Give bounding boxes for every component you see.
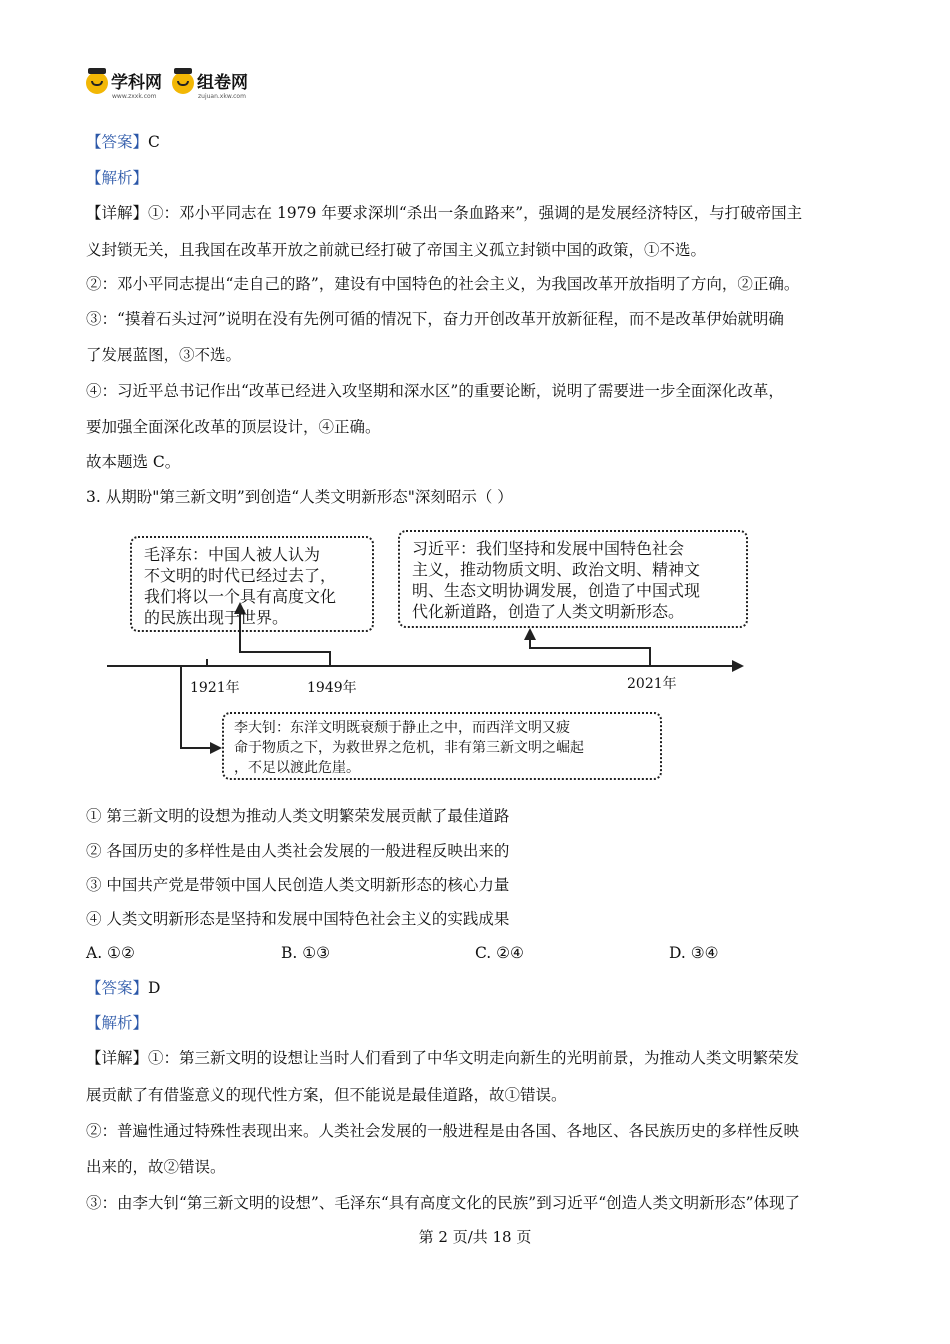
q2-detail-line-5: 了发展蓝图，③不选。 [86, 346, 242, 364]
statement-1: ① 第三新文明的设想为推动人类文明繁荣发展贡献了最佳道路 [86, 807, 510, 825]
year-1921: 1921年 [190, 680, 240, 696]
logo-sub-1: www.zxxk.com [112, 93, 157, 100]
mao-line: 不文明的时代已经过去了， [144, 566, 337, 585]
arrow-up-xi [524, 628, 536, 640]
mao-line: 我们将以一个具有高度文化 [144, 587, 337, 606]
q2-detail-line-7: 要加强全面深化改革的顶层设计，④正确。 [86, 418, 381, 436]
option-d: D. ③④ [669, 944, 719, 962]
logo-text-2: 组卷网 [197, 72, 248, 93]
timeline-arrowhead [732, 660, 744, 672]
year-2021: 2021年 [627, 676, 677, 692]
q2-detail-line-3: ②：邓小平同志提出“走自己的路”，建设有中国特色的社会主义，为我国改革开放指明了方向，②正确。 [86, 275, 800, 293]
xi-quote-box [398, 530, 748, 628]
page-number: 第 2 页/共 18 页 [418, 1228, 532, 1246]
q3-answer [86, 978, 160, 998]
xi-line: 明、生态文明协调发展，创造了中国式现 [412, 581, 701, 600]
li-line: ，不足以渡此危崖。 [234, 760, 360, 776]
analysis-tag: 【解析】 [86, 169, 149, 187]
mao-quote-box [130, 536, 374, 632]
q3-detail-line-5: ③：由李大钊“第三新文明的设想”、毛泽东“具有高度文化的民族”到习近平“创造人类文明新形态”体现了 [86, 1194, 801, 1212]
q2-detail-line-6: ④：习近平总书记作出“改革已经进入攻坚期和深水区”的重要论断，说明了需要进一步全面深化改革， [86, 382, 784, 400]
answer-value: C [148, 133, 160, 151]
xi-line: 代化新道路，创造了人类文明新形态。 [412, 602, 685, 621]
statement-3: ③ 中国共产党是带领中国人民创造人类文明新形态的核心力量 [86, 876, 510, 894]
q3-stem: 3. 从期盼"第三新文明”到创造“人类文明新形态"深刻昭示（ ） [86, 488, 513, 506]
q3-analysis [86, 1013, 148, 1033]
connector-2021 [530, 638, 650, 666]
li-line: 李大钊：东洋文明既衰颓于静止之中，而西洋文明又疲 [234, 720, 570, 736]
mao-line: 的民族出现于世界。 [144, 608, 289, 627]
detail-text: ①：第三新文明的设想让当时人们看到了中华文明走向新生的光明前景，为推动人类文明繁荣发 [148, 1049, 800, 1067]
answer-tag: 【答案】 [86, 133, 149, 151]
logo-sub-2: zujuan.xkw.com [198, 93, 246, 100]
q3-detail-line-1 [86, 1048, 799, 1068]
statement-4: ④ 人类文明新形态是坚持和发展中国特色社会主义的实践成果 [86, 910, 510, 928]
xi-line: 主义，推动物质文明、政治文明、精神文 [412, 560, 701, 579]
option-b: B. ①③ [281, 944, 331, 962]
logo-text-1: 学科网 [111, 72, 162, 93]
q2-conclusion: 故本题选 C。 [86, 453, 181, 471]
q3-detail-line-4: 出来的，故②错误。 [86, 1158, 226, 1176]
year-1949: 1949年 [307, 680, 357, 696]
li-line: 命于物质之下，为救世界之危机，非有第三新文明之崛起 [234, 740, 584, 756]
arrow-right-li [210, 742, 222, 754]
q3-detail-line-2: 展贡献了有借鉴意义的现代性方案，但不能说是最佳道路，故①错误。 [86, 1086, 567, 1104]
mao-line: 毛泽东：中国人被人认为 [144, 545, 321, 564]
q3-detail-line-3: ②：普遍性通过特殊性表现出来。人类社会发展的一般进程是由各国、各地区、各民族历史的多样性反映 [86, 1122, 800, 1140]
option-a: A. ①② [86, 944, 135, 962]
option-c: C. ②④ [475, 944, 524, 962]
q2-detail-line-4: ③：“摸着石头过河”说明在没有先例可循的情况下，奋力开创改革开放新征程，而不是改革伊始就明确 [86, 310, 784, 328]
detail-tag: 【详解】 [86, 204, 149, 222]
detail-text: ①：邓小平同志在 1979 年要求深圳“杀出一条血路来”，强调的是发展经济特区，与打破帝国主 [148, 204, 803, 222]
answer-value: D [148, 979, 161, 997]
xi-line: 习近平：我们坚持和发展中国特色社会 [412, 539, 685, 558]
li-quote-box [222, 712, 662, 780]
statement-2: ② 各国历史的多样性是由人类社会发展的一般进程反映出来的 [86, 842, 510, 860]
analysis-tag: 【解析】 [86, 1014, 149, 1032]
answer-tag: 【答案】 [86, 979, 149, 997]
q2-detail-line-2: 义封锁无关，且我国在改革开放之前就已经打破了帝国主义孤立封锁中国的政策，①不选。 [86, 241, 707, 259]
detail-tag: 【详解】 [86, 1049, 149, 1067]
